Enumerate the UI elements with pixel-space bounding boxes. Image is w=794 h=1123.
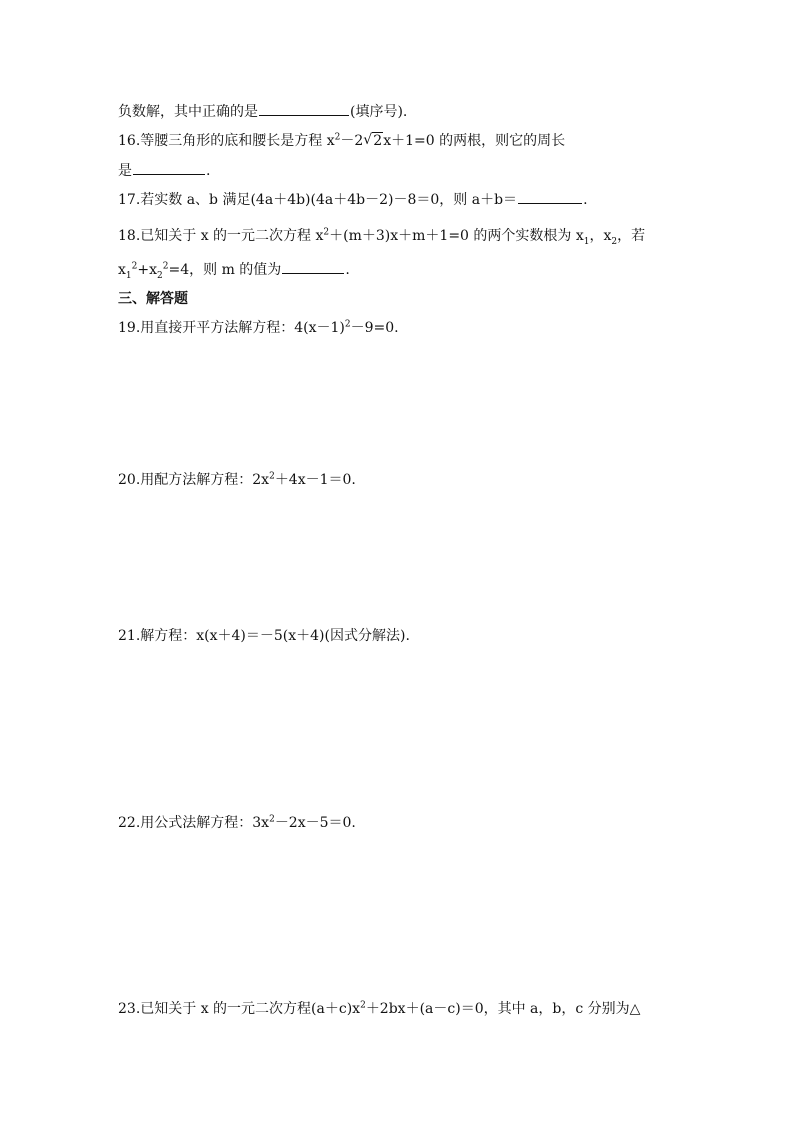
q19: 19.用直接开平方法解方程：$4(x-1)^2-9=0$. (118, 319, 399, 336)
q23: 23.已知关于 x 的一元二次方程$(a+c)x^2+2bx+(a-c)=0$，其中 a，b，c 分别为△ (118, 1000, 641, 1017)
sqrt-symbol: √ 2 (363, 132, 383, 149)
answer-blank (518, 189, 582, 204)
q15-tail: 负数解，其中正确的是 (填序号). (118, 101, 407, 122)
q18-line1: 18.已知关于 x 的一元二次方程 $x^2+(m+3)x+m+1=0$ 的两个实数根为 $x_1$，$x_2$，若 (118, 227, 646, 247)
q18-line2: $x_1^2+x_2^2=4$，则 m 的值为 . (118, 259, 350, 280)
q20: 20.用配方法解方程：$2x^2+4x-1=0$. (118, 471, 356, 488)
answer-blank (282, 259, 344, 274)
answer-blank (259, 101, 349, 116)
q16-line1: 16.等腰三角形的底和腰长是方程 $x^2-2$ √ 2x＋1=0 的两根，则它的周长 (118, 132, 566, 149)
q21: 21.解方程：x(x＋4)＝－5(x＋4)(因式分解法). (118, 628, 410, 644)
q22: 22.用公式法解方程：$3x^2-2x-5=0$. (118, 814, 356, 831)
answer-blank (133, 160, 205, 175)
q17: 17.若实数 a、b 满足(4a＋4b)(4a＋4b－2)－8＝0，则 a＋b＝ . (118, 189, 588, 210)
section-heading: 三、解答题 (118, 291, 188, 307)
q16-line2: 是 . (118, 160, 210, 181)
